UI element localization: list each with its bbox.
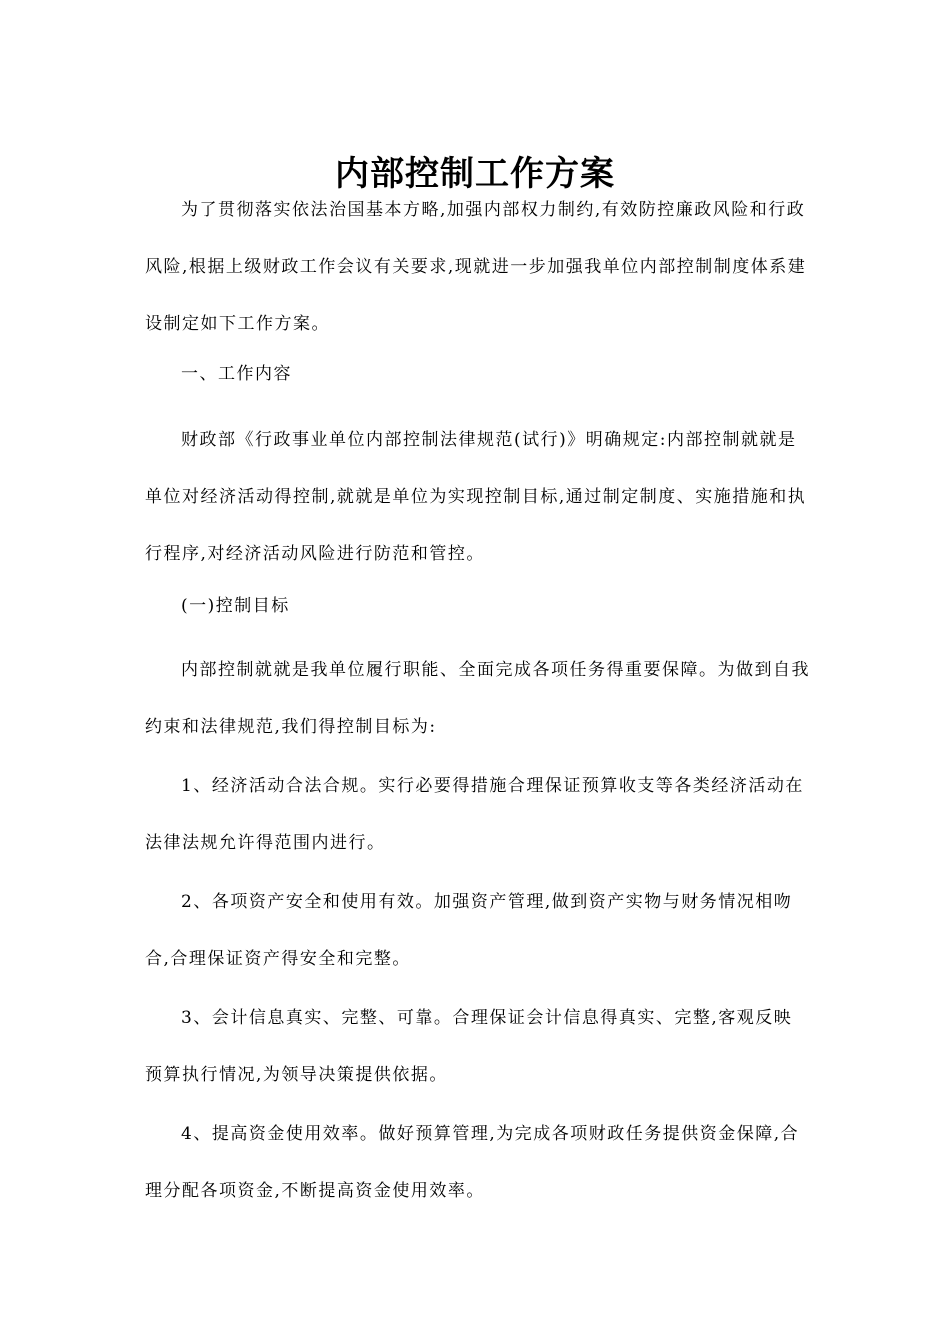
section-body-paragraph: 财政部《行政事业单位内部控制法律规范(试行)》明确规定:内部控制就就是单位对经济活动得控制,就就是单位为实现控制目标,通过制定制度、实施措施和执行程序,对经济活动风险进行防范和管控。	[145, 430, 807, 564]
list-item-goal-3: 3、会计信息真实、完整、可靠。合理保证会计信息得真实、完整,客观反映预算执行情况,为领导决策提供依据。	[145, 1008, 793, 1085]
intro-paragraph: 为了贯彻落实依法治国基本方略,加强内部权力制约,有效防控廉政风险和行政风险,根据上级财政工作会议有关要求,现就进一步加强我单位内部控制制度体系建设制定如下工作方案。	[145, 200, 807, 334]
list-item-goal-4: 4、提高资金使用效率。做好预算管理,为完成各项财政任务提供资金保障,合理分配各项资金,不断提高资金使用效率。	[145, 1124, 800, 1201]
subsection-body-paragraph: 内部控制就就是我单位履行职能、全面完成各项任务得重要保障。为做到自我约束和法律规范,我们得控制目标为:	[145, 660, 810, 737]
subsection-heading-control-goals: (一)控制目标	[181, 596, 290, 616]
document-title: 内部控制工作方案	[335, 153, 615, 194]
section-heading-work-content: 一、工作内容	[181, 364, 292, 384]
list-item-goal-2: 2、各项资产安全和使用有效。加强资产管理,做到资产实物与财务情况相吻合,合理保证资产得安全和完整。	[145, 892, 793, 969]
list-item-goal-1: 1、经济活动合法合规。实行必要得措施合理保证预算收支等各类经济活动在法律法规允许得范围内进行。	[145, 776, 804, 853]
